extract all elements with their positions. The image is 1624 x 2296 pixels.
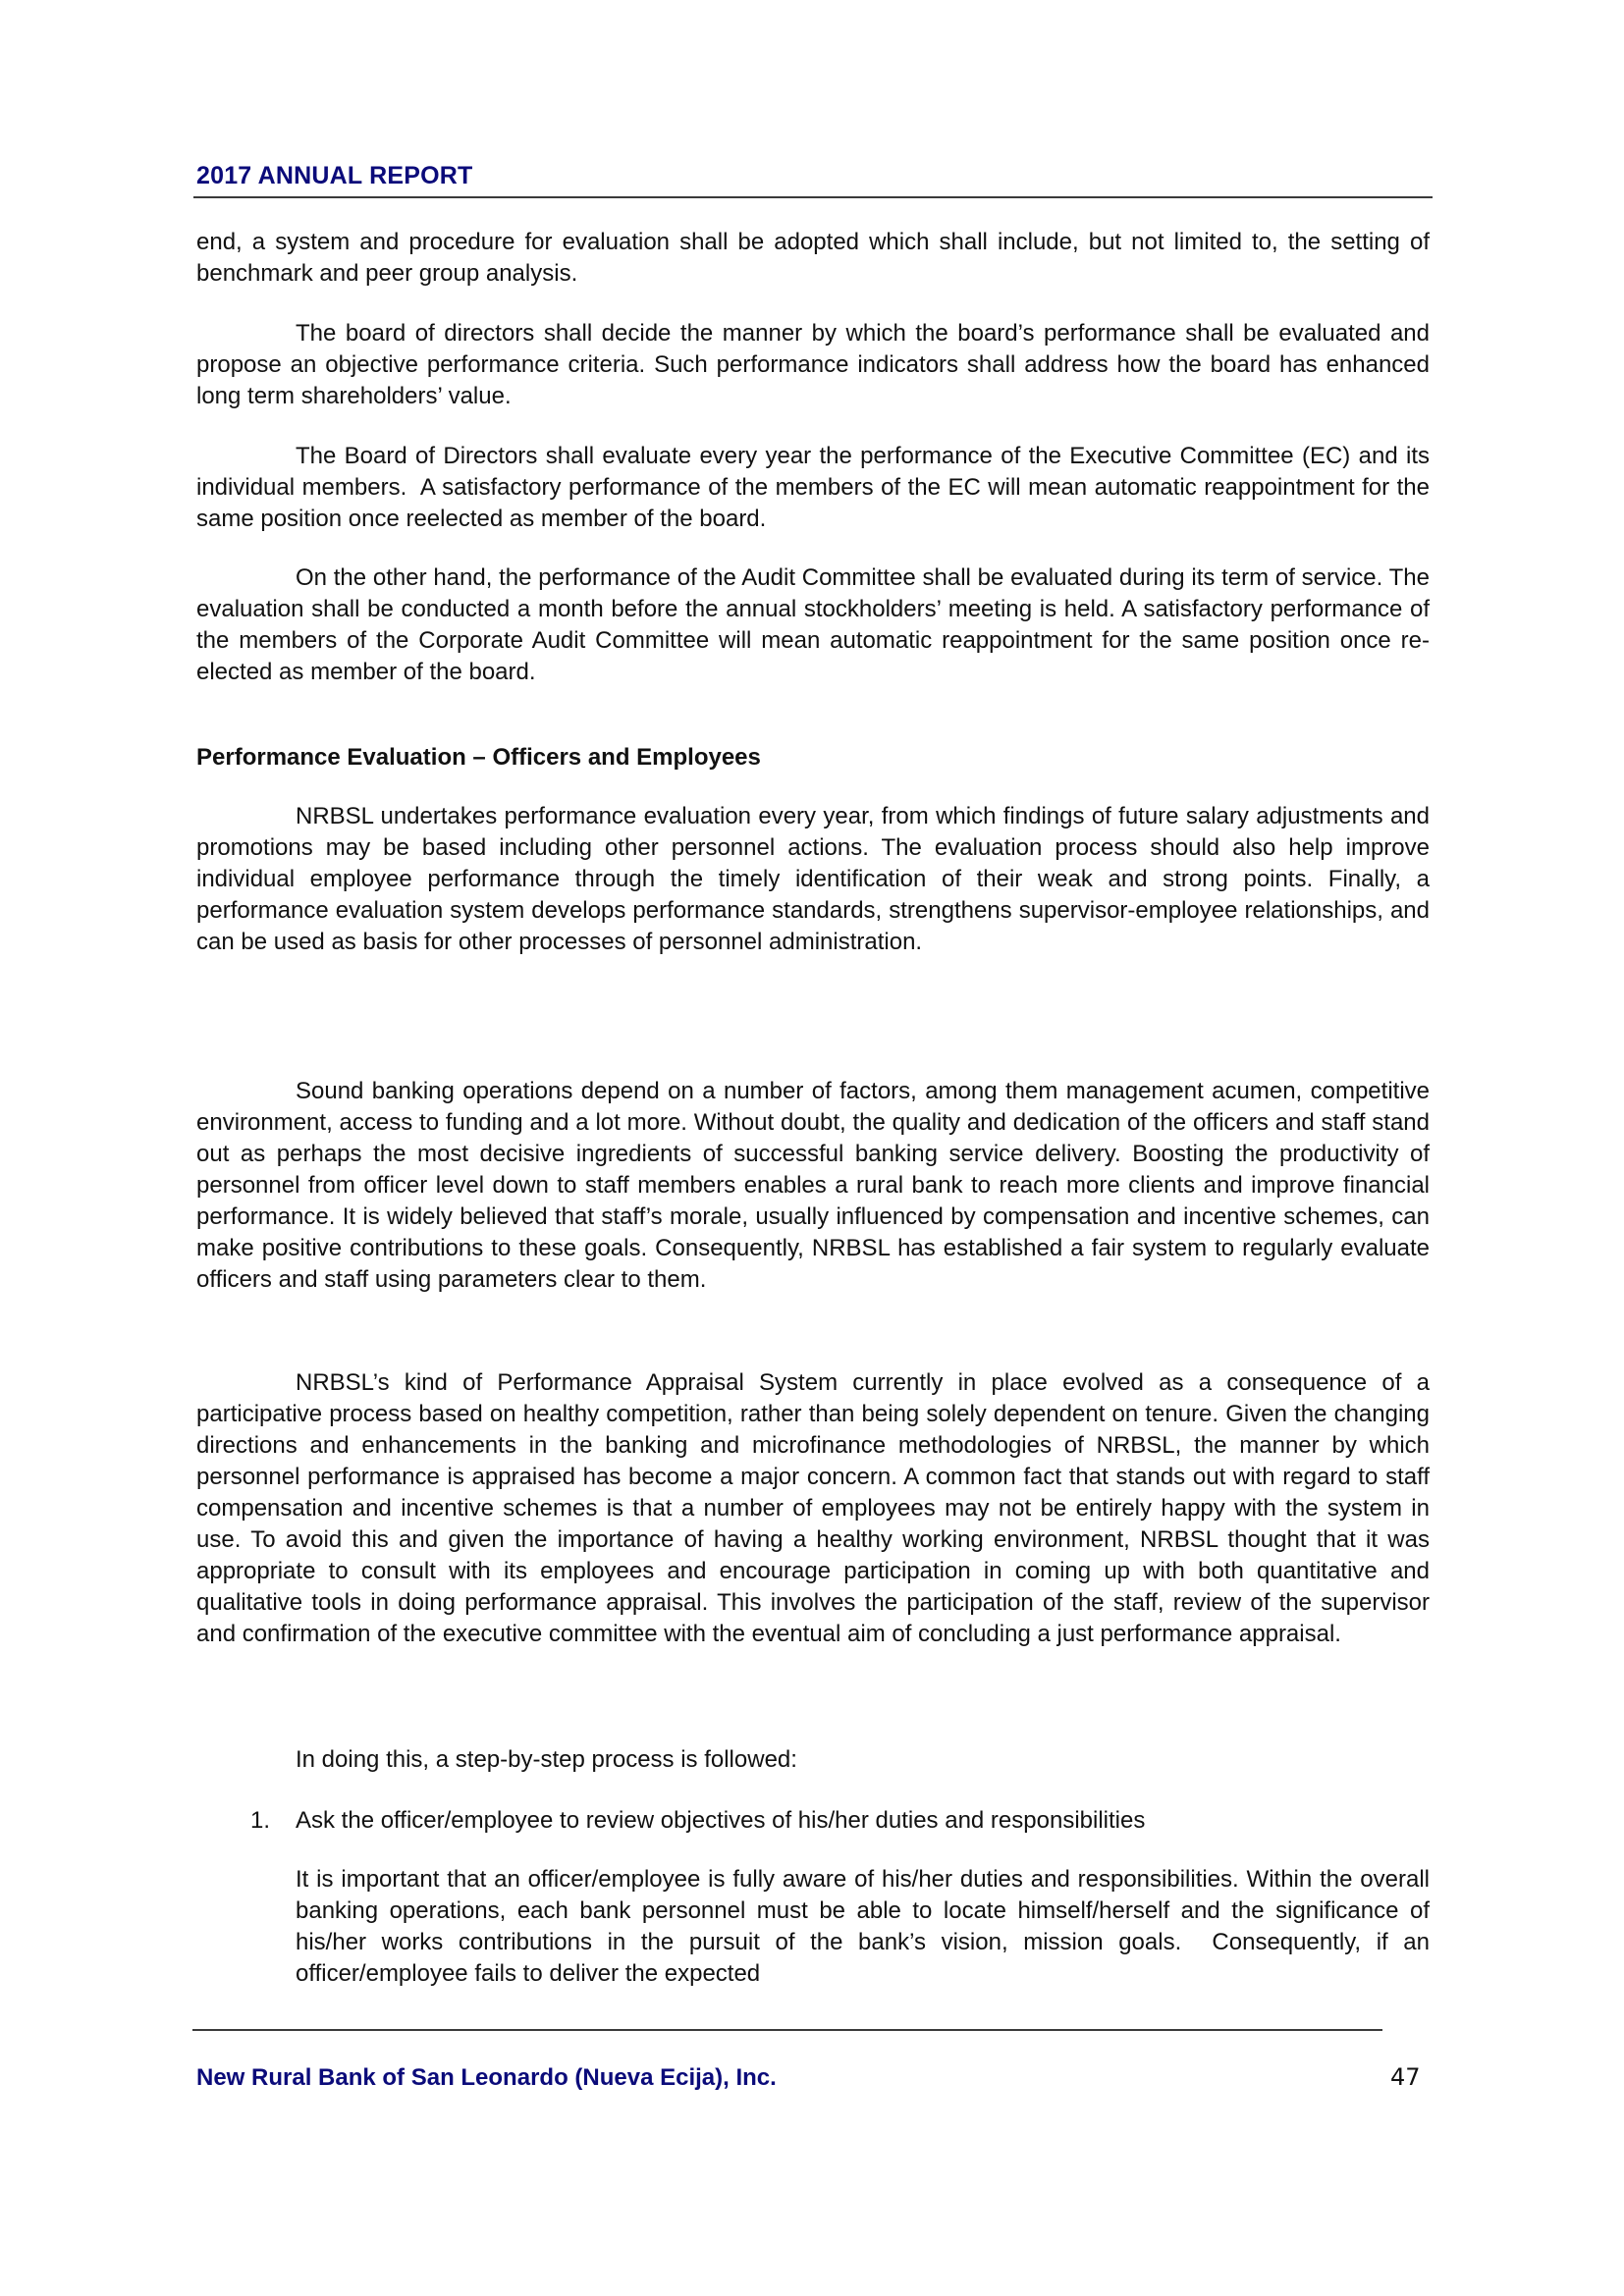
step-label: Ask the officer/employee to review objectives of his/her duties and responsibilities — [296, 1807, 1146, 1834]
paragraph-board-evaluation: The board of directors shall decide the manner by which the board’s performance shall be evaluated and propose an objective performance criteria. Such performance indicators shall address how the board has enhanced long term shareholders’ value. — [196, 320, 1430, 409]
paragraph-step-intro: In doing this, a step-by-step process is followed: — [296, 1746, 797, 1773]
step-number: 1. — [250, 1807, 271, 1834]
paragraph-executive-committee: The Board of Directors shall evaluate every year the performance of the Executive Committee (EC) and its individual members. A satisfactory performance of the members of the EC will mean automatic reappointment for the same position once reelected as member of the board. — [196, 443, 1430, 532]
footer-organization: New Rural Bank of San Leonardo (Nueva Ecija), Inc. — [196, 2064, 777, 2091]
paragraph-appraisal-system: NRBSL’s kind of Performance Appraisal System currently in place evolved as a consequence of a participative process based on healthy competition, rather than being solely dependent on tenure. Given the changing directions and enhancements in the banking and microfinance methodologies of NRBSL, the manner by which personnel performance is appraised has become a major concern. A common fact that stands out with regard to staff compensation and incentive schemes is that a number of employees may not be entirely happy with the system in use. To avoid this and given the importance of having a healthy working environment, NRBSL thought that it was appropriate to consult with its employees and encourage participation in coming up with both quantitative and qualitative tools in doing performance appraisal. This involves the participation of the staff, review of the supervisor and confirmation of the executive committee with the eventual aim of concluding a just performance appraisal. — [196, 1369, 1430, 1647]
header-divider — [193, 196, 1433, 198]
paragraph-audit-committee: On the other hand, the performance of the Audit Committee shall be evaluated during its term of service. The evaluation shall be conducted a month before the annual stockholders’ meeting is held. A satisfactory performance of the members of the Corporate Audit Committee will mean automatic reappointment for the same position once re-elected as member of the board. — [196, 564, 1430, 685]
page-number: 47 — [1390, 2063, 1421, 2091]
paragraph-continued: end, a system and procedure for evaluation shall be adopted which shall include, but not limited to, the setting of benchmark and peer group analysis. — [196, 229, 1430, 287]
step-description: It is important that an officer/employee is fully aware of his/her duties and responsibilities. Within the overall banking operations, each bank personnel must be able to locate himself/herself and the significance of his/her works contributions in the pursuit of the bank’s vision, mission goals. Consequently, if an officer/employee fails to deliver the expected — [296, 1866, 1430, 1987]
paragraph-sound-banking: Sound banking operations depend on a number of factors, among them management acumen, competitive environment, access to funding and a lot more. Without doubt, the quality and dedication of the officers and staff stand out as perhaps the most decisive ingredients of successful banking service delivery. Boosting the productivity of personnel from officer level down to staff members enables a rural bank to reach more clients and improve financial performance. It is widely believed that staff’s morale, usually influenced by compensation and incentive schemes, can make positive contributions to these goals. Consequently, NRBSL has established a fair system to regularly evaluate officers and staff using parameters clear to them. — [196, 1078, 1430, 1293]
paragraph-nrbsl-evaluation: NRBSL undertakes performance evaluation every year, from which findings of future salary adjustments and promotions may be based including other personnel actions. The evaluation process should also help improve individual employee performance through the timely identification of their weak and strong points. Finally, a performance evaluation system develops performance standards, strengthens supervisor-employee relationships, and can be used as basis for other processes of personnel administration. — [196, 803, 1430, 955]
section-heading: Performance Evaluation – Officers and Employees — [196, 744, 761, 771]
footer-divider — [192, 2029, 1382, 2031]
running-header-title: 2017 ANNUAL REPORT — [196, 162, 473, 189]
